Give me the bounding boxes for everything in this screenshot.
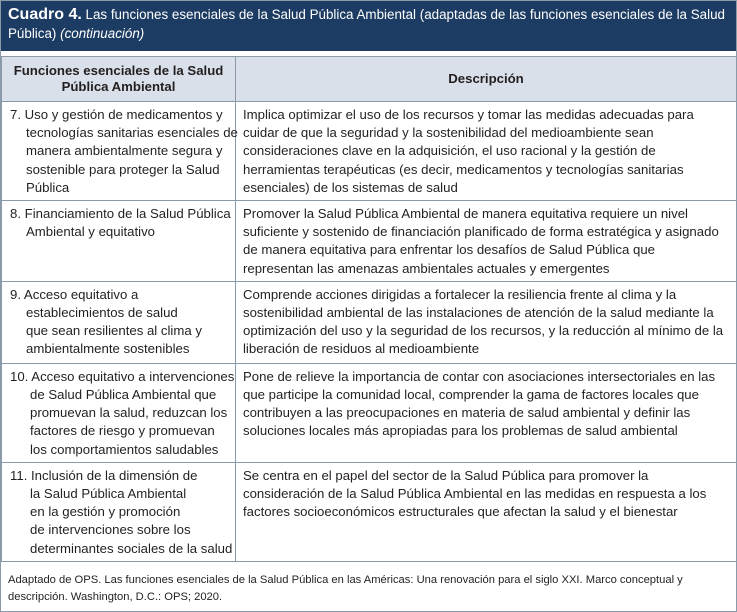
function-line: promuevan la salud, reduzcan los — [30, 405, 228, 421]
header-description: Descripción — [236, 57, 737, 102]
function-line: 9. Acceso equitativo a — [10, 286, 139, 302]
function-cell — [2, 201, 236, 282]
description-cell — [236, 363, 737, 462]
function-cell — [2, 363, 236, 462]
function-line: 8. Financiamiento de la Salud Pública — [10, 206, 231, 222]
table-title-text: Las funciones esenciales de la Salud Pública Ambiental (adaptadas de las funciones esenciales de la Salud Pública) — [8, 7, 725, 41]
function-line: que sean resilientes al clima y — [26, 323, 202, 339]
table-row — [2, 281, 737, 363]
function-line: de Salud Pública Ambiental que — [30, 387, 217, 403]
function-line: 10. Acceso equitativo a intervenciones — [10, 368, 235, 384]
function-line: establecimientos de salud — [26, 305, 178, 321]
description-cell — [236, 462, 737, 561]
function-line: Ambiental y equitativo — [26, 224, 156, 240]
table-row — [2, 363, 737, 462]
function-line: de intervenciones sobre los — [30, 522, 191, 538]
function-cell — [2, 281, 236, 363]
header-row — [2, 57, 737, 102]
table-title — [8, 5, 730, 43]
table-row — [2, 462, 737, 561]
function-line: manera ambientalmente segura y — [26, 143, 223, 159]
function-cell — [2, 102, 236, 201]
functions-table — [1, 56, 737, 562]
function-line: sostenible para proteger la Salud — [26, 161, 220, 177]
header-functions-line: Funciones esenciales de la Salud — [13, 63, 224, 78]
function-line: tecnologías sanitarias esenciales de — [26, 125, 238, 141]
header-functions — [2, 57, 236, 102]
function-line: Pública — [26, 179, 70, 195]
description-text: Implica optimizar el uso de los recursos y tomar las medidas adecuadas para cuidar de que la seguridad y la sostenibilidad del medioambiente sean consideraciones clave en la adquisición, el uso racional y la gestión de herramientas terapéuticas (es decir, medicamentos y tecnologías sanitarias esenciales) de los sistemas de salud — [243, 107, 694, 195]
function-line: en la gestión y promoción — [30, 504, 181, 520]
source-note: Adaptado de OPS. Las funciones esenciales de la Salud Pública en las Américas: Una renovación para el siglo XXI. Marco conceptual y descripción. Washington, D.C.: OPS; 2020. — [8, 574, 683, 603]
function-line: 7. Uso y gestión de medicamentos y — [10, 107, 223, 122]
header-functions-line: Pública Ambiental — [61, 79, 176, 94]
function-line: ambientalmente sostenibles — [26, 341, 190, 357]
description-cell — [236, 281, 737, 363]
description-text: Promover la Salud Pública Ambiental de manera equitativa requiere un nivel suficiente y sostenido de financiación planificado de forma estratégica y asignado de manera equitativa para enfrentar los desafíos de Salud Pública que representan las amenazas ambientales actuales y emergentes — [243, 206, 719, 276]
description-cell — [236, 102, 737, 201]
table-row — [2, 102, 737, 201]
description-text: Se centra en el papel del sector de la Salud Pública para promover la consideración de la Salud Pública Ambiental en las medidas en respuesta a los factores socioeconómicos estructurales que afectan la salud y el bienestar — [243, 467, 707, 520]
description-cell — [236, 201, 737, 282]
description-text: Pone de relieve la importancia de contar con asociaciones intersectoriales en las que participe la comunidad local, comprender la gama de factores locales que contribuyen a las preocupaciones en materia de salud ambiental y definir las soluciones locales más apropiadas para los problemas de salud ambiental — [243, 368, 716, 439]
function-line: la Salud Pública Ambiental — [30, 486, 187, 502]
function-line: factores de riesgo y promuevan — [30, 423, 215, 439]
table-title-bar — [1, 1, 736, 51]
description-text: Comprende acciones dirigidas a fortalecer la resiliencia frente al clima y la sostenibilidad ambiental de las instalaciones de atención de la salud mediante la optimización del uso y la seguridad de los recursos, y la reducción al mínimo de la liberación de residuos al medioambiente — [243, 286, 724, 357]
table-continuation: (continuación) — [60, 26, 145, 41]
table-row — [2, 201, 737, 282]
function-cell — [2, 462, 236, 561]
function-line: 11. Inclusión de la dimensión de — [10, 467, 198, 483]
function-line: determinantes sociales de la salud — [30, 540, 233, 556]
function-line: los comportamientos saludables — [30, 441, 219, 457]
table-number: Cuadro 4. — [8, 6, 82, 23]
